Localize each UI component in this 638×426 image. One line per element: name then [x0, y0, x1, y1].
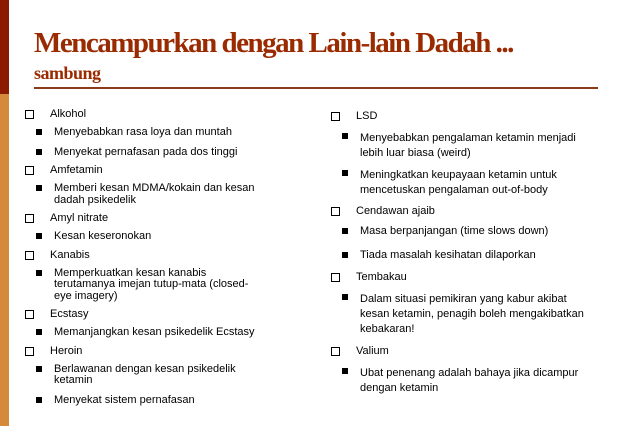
- bullet-label: Tembakau: [356, 271, 407, 283]
- bullet-item: [328, 110, 608, 123]
- filled-square-bullet-icon: [36, 129, 42, 135]
- filled-square-bullet-icon: [36, 233, 42, 239]
- hollow-square-bullet-icon: [331, 207, 340, 216]
- sub-bullet-text: Memberi kesan MDMA/kokain dan kesan dadah psikedelik: [54, 182, 255, 206]
- filled-square-bullet-icon: [36, 329, 42, 335]
- sub-bullet: [22, 364, 264, 387]
- sub-bullet: [22, 395, 302, 407]
- bullet-item: [328, 345, 608, 358]
- filled-square-bullet-icon: [36, 149, 42, 155]
- sub-bullet: [328, 131, 590, 161]
- filled-square-bullet-icon: [36, 366, 42, 372]
- sub-bullet: [328, 226, 608, 238]
- sub-bullet: [22, 147, 302, 159]
- filled-square-bullet-icon: [342, 252, 348, 258]
- sub-bullet-text: Memperkuatkan kesan kanabis terutamanya imejan tutup-mata (closed-eye imagery): [54, 266, 249, 302]
- sub-bullet-text: Menyebabkan rasa loya dan muntah: [54, 126, 232, 138]
- bullet-label: Ecstasy: [50, 308, 89, 320]
- sub-bullet-text: Menyekat sistem pernafasan: [54, 393, 195, 406]
- sub-bullet: [22, 327, 302, 339]
- sub-bullet: [328, 168, 590, 198]
- bullet-label: Valium: [356, 345, 389, 357]
- hollow-square-bullet-icon: [331, 347, 340, 356]
- bullet-label: Heroin: [50, 344, 83, 357]
- bullet-item: [22, 212, 302, 225]
- hollow-square-bullet-icon: [331, 112, 340, 121]
- hollow-square-bullet-icon: [331, 273, 340, 282]
- bullet-item: [328, 205, 608, 218]
- sub-bullet: [22, 268, 264, 303]
- sub-bullet-text: Memanjangkan kesan psikedelik Ecstasy: [54, 326, 255, 338]
- sub-bullet-text: Ubat penenang adalah bahaya jika dicampur dengan ketamin: [360, 367, 579, 394]
- filled-square-bullet-icon: [342, 228, 348, 234]
- sub-bullet-text: Kesan keseronokan: [54, 230, 152, 242]
- bullet-label: Alkohol: [50, 108, 87, 120]
- slide-subtitle: sambung: [34, 63, 101, 83]
- filled-square-bullet-icon: [342, 170, 348, 176]
- left-column: [22, 108, 302, 406]
- bullet-item: [22, 308, 302, 321]
- title-divider: [34, 87, 598, 89]
- sub-bullet: [22, 231, 302, 243]
- right-column: [328, 108, 608, 396]
- bullet-label: Amfetamin: [50, 164, 103, 176]
- filled-square-bullet-icon: [342, 133, 348, 139]
- accent-bar-top: [0, 0, 9, 94]
- filled-square-bullet-icon: [342, 368, 348, 374]
- sub-bullet-text: Dalam situasi pemikiran yang kabur akibat kesan ketamin, penagih boleh mengakibatkan kebakaran!: [360, 293, 584, 335]
- filled-square-bullet-icon: [36, 270, 42, 276]
- filled-square-bullet-icon: [36, 397, 42, 403]
- left-accent-bar: [0, 0, 9, 426]
- filled-square-bullet-icon: [342, 294, 348, 300]
- bullet-label: Cendawan ajaib: [356, 205, 435, 217]
- bullet-label: Kanabis: [50, 248, 90, 261]
- hollow-square-bullet-icon: [25, 251, 34, 260]
- hollow-square-bullet-icon: [25, 214, 34, 223]
- bullet-item: [22, 108, 302, 121]
- bullet-label: Amyl nitrate: [50, 212, 109, 224]
- sub-bullet: [22, 127, 302, 139]
- hollow-square-bullet-icon: [25, 110, 34, 119]
- accent-bar-bottom: [0, 94, 9, 426]
- sub-bullet-text: Menyebabkan pengalaman ketamin menjadi lebih luar biasa (weird): [360, 132, 576, 159]
- sub-bullet: [328, 250, 608, 262]
- hollow-square-bullet-icon: [25, 347, 34, 356]
- bullet-item: [22, 164, 302, 177]
- slide-title: Mencampurkan dengan Lain-lain Dadah ...: [34, 27, 513, 59]
- sub-bullet-text: Masa berpanjangan (time slows down): [360, 225, 549, 237]
- sub-bullet-text: Tiada masalah kesihatan dilaporkan: [360, 248, 536, 261]
- sub-bullet-text: Meningkatkan keupayaan ketamin untuk mencetuskan pengalaman out-of-body: [360, 169, 557, 196]
- filled-square-bullet-icon: [36, 185, 42, 191]
- sub-bullet: [328, 366, 585, 396]
- sub-bullet-text: Menyekat pernafasan pada dos tinggi: [54, 145, 238, 158]
- bullet-label: LSD: [356, 110, 378, 122]
- bullet-item: [328, 271, 608, 284]
- sub-bullet: [328, 292, 595, 337]
- bullet-item: [22, 249, 302, 262]
- sub-bullet: [22, 183, 264, 206]
- sub-bullet-text: Berlawanan dengan kesan psikedelik ketamin: [54, 362, 236, 386]
- bullet-item: [22, 345, 302, 358]
- hollow-square-bullet-icon: [25, 310, 34, 319]
- hollow-square-bullet-icon: [25, 166, 34, 175]
